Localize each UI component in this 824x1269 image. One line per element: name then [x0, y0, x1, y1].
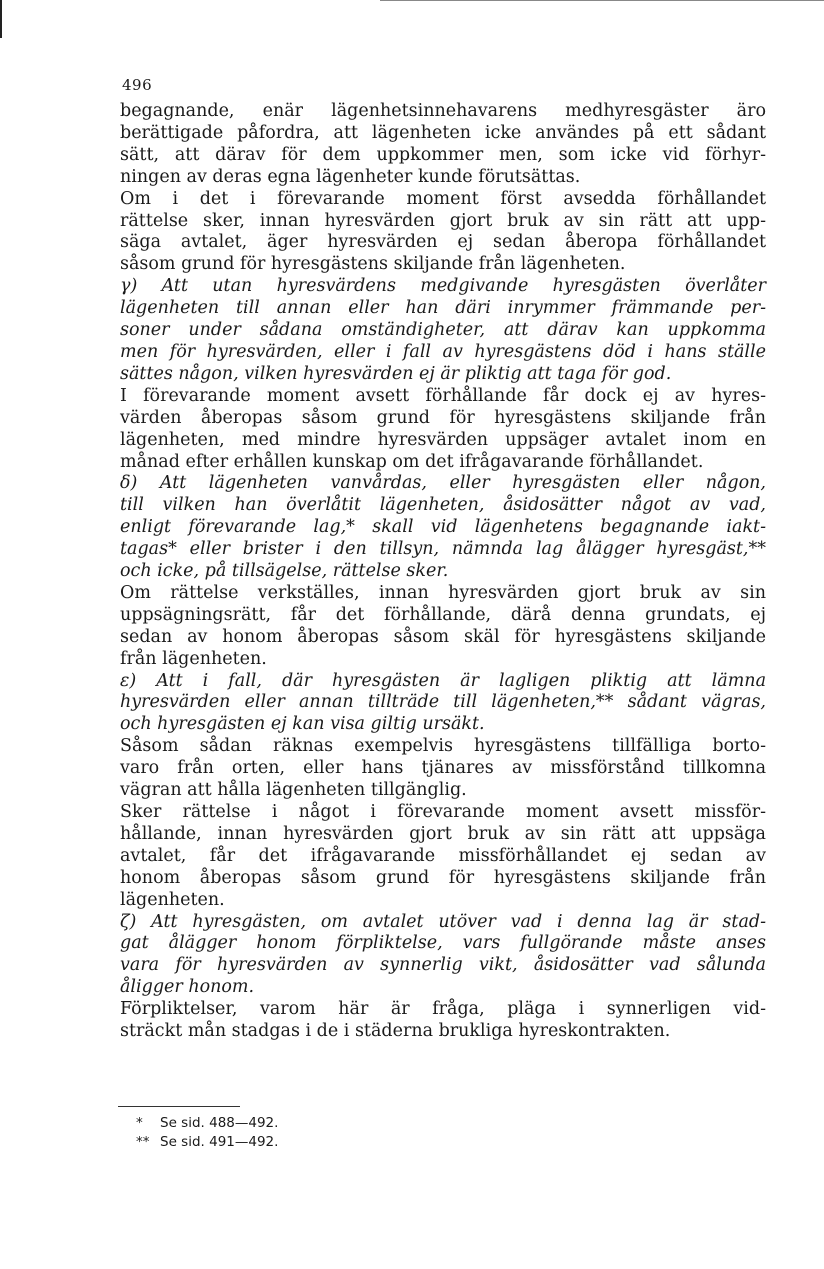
- text-line: begagnande, enär lägenhetsinnehavarens medhyresgäster äro: [120, 101, 766, 121]
- text-line: från lägenheten.: [120, 648, 267, 669]
- text-line: avtalet, får det ifrågavarande missförhållandet ej sedan av: [120, 845, 766, 866]
- text-line: ningen av deras egna lägenheter kunde förutsättas.: [120, 166, 581, 187]
- page-number: 496: [122, 76, 153, 94]
- footnote-text: Se sid. 491—492.: [160, 1134, 279, 1150]
- footnote-rule: [118, 1106, 240, 1107]
- footnote-mark: **: [136, 1134, 150, 1150]
- text-line: sedan av honom åberopas såsom skäl för hyresgästens skiljande: [120, 626, 766, 647]
- italic-text-line: och hyresgästen ej kan visa giltig ursäkt.: [120, 714, 485, 735]
- text-line: såsom grund för hyresgästens skiljande från lägenheten.: [120, 254, 626, 275]
- text-line: varo från orten, eller hans tjänares av missförstånd tillkomna: [120, 758, 766, 779]
- text-line: värden åberopas såsom grund för hyresgästens skiljande från: [120, 407, 766, 428]
- text-line: rättelse sker, innan hyresvärden gjort bruk av sin rätt att upp-: [120, 210, 766, 231]
- text-line: Sker rättelse i något i förevarande moment avsett missför-: [120, 802, 766, 822]
- text-line: lägenheten.: [120, 889, 225, 910]
- footnotes: [136, 1114, 278, 1152]
- text-line: vägran att hålla lägenheten tillgänglig.: [120, 780, 467, 801]
- italic-text-line: ζ) Att hyresgästen, om avtalet utöver vad i denna lag är stad-: [120, 911, 766, 932]
- italic-text-line: enligt förevarande lag,* skall vid lägenhetens begagnande iakt-: [120, 517, 766, 538]
- italic-text-line: till vilken han överlåtit lägenheten, åsidosätter något av vad,: [120, 495, 766, 516]
- italic-text-line: soner under sådana omständigheter, att därav kan uppkomma: [120, 320, 766, 341]
- text-line: hållande, innan hyresvärden gjort bruk av sin rätt att uppsäga: [120, 823, 766, 844]
- text-line: sträckt mån stadgas i de i städerna brukliga hyreskontrakten.: [120, 1021, 671, 1042]
- italic-text-line: och icke, på tillsägelse, rättelse sker.: [120, 561, 449, 582]
- italic-text-line: tagas* eller brister i den tillsyn, nämnda lag ålägger hyresgäst,**: [120, 539, 766, 560]
- italic-text-line: vara för hyresvärden av synnerlig vikt, åsidosätter vad sålunda: [120, 955, 766, 976]
- text-line: Om i det i förevarande moment först avsedda förhållandet: [120, 188, 766, 209]
- text-line: Såsom sådan räknas exempelvis hyresgästens tillfälliga borto-: [120, 736, 766, 757]
- text-line: Om rättelse verkställes, innan hyresvärden gjort bruk av sin: [120, 582, 766, 603]
- footnote: [136, 1114, 278, 1133]
- footnote-mark: *: [136, 1115, 143, 1131]
- text-line: I förevarande moment avsett förhållande får dock ej av hyres-: [120, 385, 766, 406]
- italic-text-line: gat ålägger honom förpliktelse, vars fullgörande måste anses: [120, 933, 766, 954]
- italic-text-line: åligger honom.: [120, 977, 255, 998]
- text-line: uppsägningsrätt, får det förhållande, därå denna grundats, ej: [120, 604, 766, 625]
- italic-text-line: sättes någon, vilken hyresvärden ej är pliktig att taga för god.: [120, 363, 672, 384]
- italic-text-line: γ) Att utan hyresvärdens medgivande hyresgästen överlåter: [120, 276, 766, 297]
- footnote-text: Se sid. 488—492.: [160, 1115, 279, 1131]
- text-line: sätt, att därav för dem uppkommer men, som icke vid förhyr-: [120, 144, 766, 165]
- footnote: [136, 1133, 278, 1152]
- italic-text-line: hyresvärden eller annan tillträde till lägenheten,** sådant vägras,: [120, 692, 766, 713]
- text-line: Förpliktelser, varom här är fråga, pläga i synnerligen vid-: [120, 999, 766, 1020]
- page-edge-left: [0, 0, 2, 38]
- italic-text-line: δ) Att lägenheten vanvårdas, eller hyresgästen eller någon,: [120, 473, 766, 494]
- italic-text-line: lägenheten till annan eller han däri inrymmer främmande per-: [120, 298, 766, 319]
- body-text: [120, 101, 766, 1043]
- text-line: berättigade påfordra, att lägenheten icke användes på ett sådant: [120, 122, 766, 143]
- text-line: honom åberopas såsom grund för hyresgästens skiljande från: [120, 867, 766, 888]
- text-line: lägenheten, med mindre hyresvärden uppsäger avtalet inom en: [120, 429, 766, 450]
- text-line: säga avtalet, äger hyresvärden ej sedan åberopa förhållandet: [120, 232, 766, 253]
- text-line: månad efter erhållen kunskap om det ifrågavarande förhållandet.: [120, 451, 704, 472]
- italic-text-line: ε) Att i fall, där hyresgästen är lagligen pliktig att lämna: [120, 670, 766, 691]
- page-edge-top: [380, 0, 824, 1]
- italic-text-line: men för hyresvärden, eller i fall av hyresgästens död i hans ställe: [120, 341, 766, 362]
